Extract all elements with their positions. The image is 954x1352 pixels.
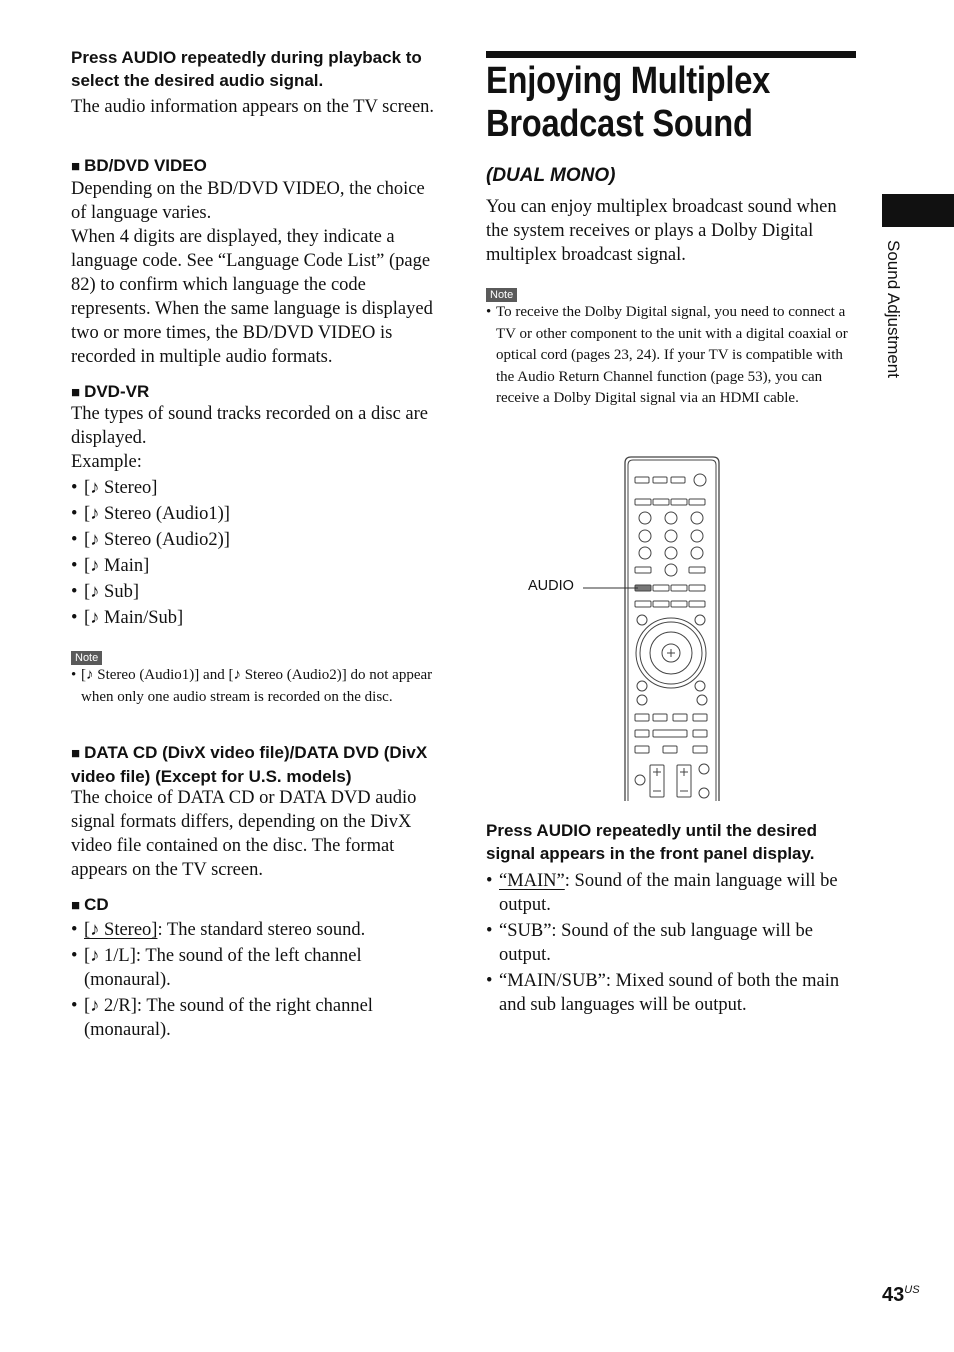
divx-paragraph: The choice of DATA CD or DATA DVD audio signal formats differs, depending on the DivX video file contained on the disc. The format appears on the TV screen. [71,788,417,880]
list-item: • “MAIN/SUB”: Mixed sound of both the main and sub languages will be output. [486,969,856,1017]
square-bullet-icon: ■ [71,897,81,914]
page-title: Enjoying Multiplex Broadcast Sound [486,60,771,145]
list-item: • [♪ Sub] [71,579,441,605]
bddvd-paragraph-2: When 4 digits are displayed, they indicate a language code. See “Language Code List” (page 82) to confirm which language the code represents. When the same language is displayed two or more times, the BD/DVD VIDEO is recorded in multiple audio formats. [71,227,433,367]
bddvd-paragraph-1: Depending on the BD/DVD VIDEO, the choice of language varies. [71,179,425,223]
list-item: • [♪ 1/L]: The sound of the left channel (monaural). [71,944,441,992]
section-cd-heading: ■ CD [71,895,109,914]
mode-list [486,869,856,1017]
dvdvr-paragraph: The types of sound tracks recorded on a disc are displayed. [71,404,429,448]
step-heading: Press AUDIO repeatedly until the desired signal appears in the front panel display. [486,821,817,863]
section-side-label: Sound Adjustment [884,240,903,378]
left-column [71,0,441,1040]
list-item: • “MAIN”: Sound of the main language will be output. [486,869,856,917]
list-item: • [♪ Stereo]: The standard stereo sound. [71,918,441,942]
section-bddvd-heading: ■ BD/DVD VIDEO [71,156,207,175]
note-1-text: • [♪ Stereo (Audio1)] and [♪ Stereo (Audio2)] do not appear when only one audio stream is recorded on the disc. [71,665,441,708]
page-subtitle: (DUAL MONO) [486,165,616,186]
section-divx-heading: ■ DATA CD (DivX video file)/DATA DVD (DivX video file) (Except for U.S. models) [71,743,428,786]
audio-callout-label: AUDIO [528,578,574,594]
intro-paragraph: You can enjoy multiplex broadcast sound when the system receives or plays a Dolby Digital multiplex broadcast signal. [486,197,837,265]
title-rule [486,51,856,58]
square-bullet-icon: ■ [71,745,81,762]
section-side-tab [882,194,954,227]
right-column [486,0,858,1015]
square-bullet-icon: ■ [71,158,81,175]
page-number: $43^{US}$ [882,1284,920,1306]
list-item: • [♪ Stereo (Audio2)] [71,527,441,553]
list-item: • [♪ Stereo (Audio1)] [71,501,441,527]
note-badge-1: Note [71,648,102,666]
cd-list [71,918,441,1042]
note-badge-2: Note [486,285,517,303]
intro-heading: Press AUDIO repeatedly during playback to select the desired audio signal. [71,48,422,90]
section-dvdvr-heading: ■ DVD-VR [71,382,150,401]
list-item: • [♪ 2/R]: The sound of the right channel (monaural). [71,994,441,1042]
list-item: • [♪ Main] [71,553,441,579]
list-item: • “SUB”: Sound of the sub language will be output. [486,919,856,967]
remote-control-illustration [580,455,725,805]
dvdvr-example-label: Example: [71,452,142,472]
intro-text: The audio information appears on the TV screen. [71,97,435,117]
list-item: • [♪ Main/Sub] [71,605,441,631]
list-item: • [♪ Stereo] [71,475,441,501]
square-bullet-icon: ■ [71,384,81,401]
dvdvr-list [71,475,441,631]
note-2-text: • To receive the Dolby Digital signal, you need to connect a TV or other component to the unit with a digital coaxial or optical cord (pages 23, 24). If your TV is compatible with the Audio Return Channel function (page 53), you can receive a Dolby Digital signal via an HDMI cable. [486,302,856,410]
